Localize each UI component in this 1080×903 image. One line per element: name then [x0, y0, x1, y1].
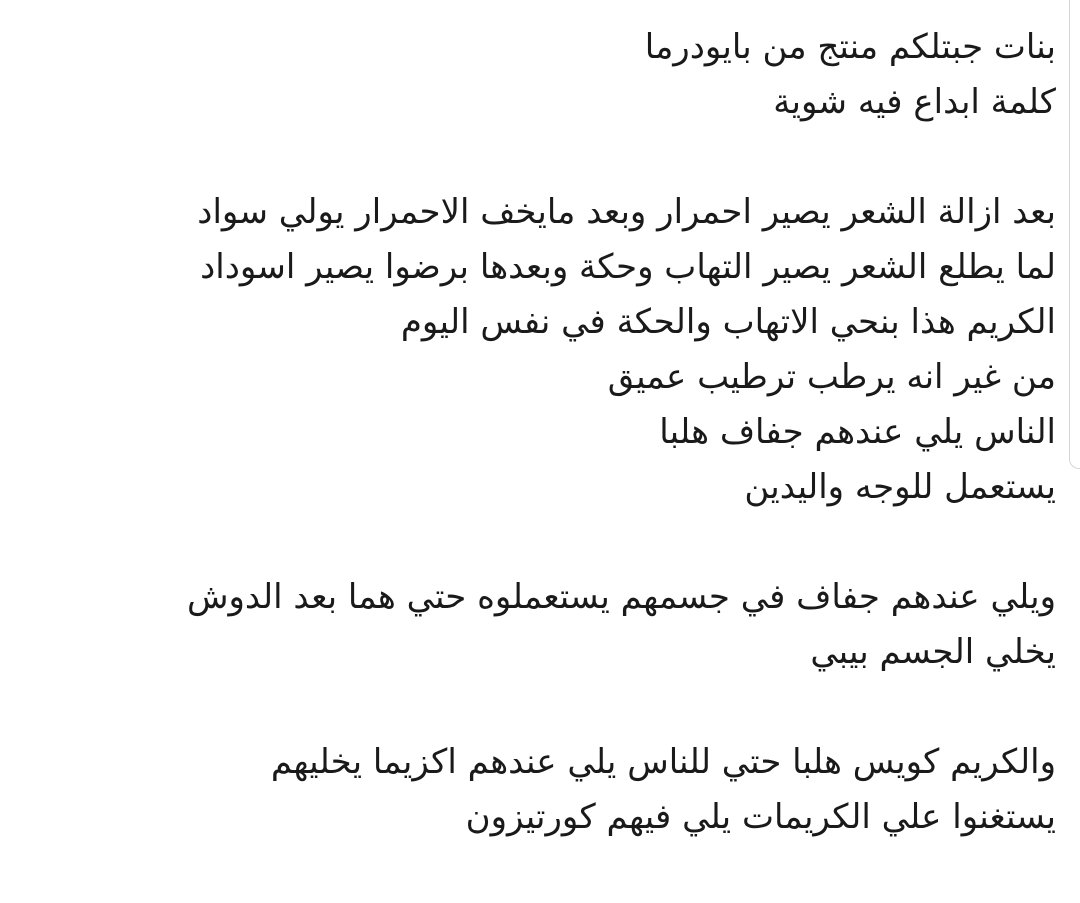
text-line: يستعمل للوجه واليدين [744, 467, 1056, 507]
text-line: الناس يلي عندهم جفاف هلبا [659, 412, 1056, 452]
paragraph-gap [16, 515, 1056, 570]
text-line: كلمة ابداع فيه شوية [773, 82, 1056, 122]
scrollbar[interactable] [1069, 0, 1080, 469]
text-line: والكريم كويس هلبا حتي للناس يلي عندهم اكزيما يخليهم [270, 742, 1056, 782]
text-line: لما يطلع الشعر يصير التهاب وحكة وبعدها برضوا يصير اسوداد [200, 247, 1056, 287]
text-line: يخلي الجسم بيبي [810, 632, 1056, 672]
text-line: بعد ازالة الشعر يصير احمرار وبعد مايخف الاحمرار يولي سواد [197, 192, 1056, 232]
text-line: الكريم هذا بنحي الاتهاب والحكة في نفس اليوم [400, 302, 1056, 342]
text-line: يستغنوا علي الكريمات يلي فيهم كورتيزون [465, 797, 1056, 837]
text-line: من غير انه يرطب ترطيب عميق [607, 357, 1056, 397]
paragraph-gap [16, 680, 1056, 735]
post-text [16, 20, 1056, 845]
text-line: بنات جبتلكم منتج من بايودرما [644, 27, 1056, 67]
text-line: ويلي عندهم جفاف في جسمهم يستعملوه حتي هما بعد الدوش [186, 577, 1056, 617]
paragraph-gap [16, 130, 1056, 185]
